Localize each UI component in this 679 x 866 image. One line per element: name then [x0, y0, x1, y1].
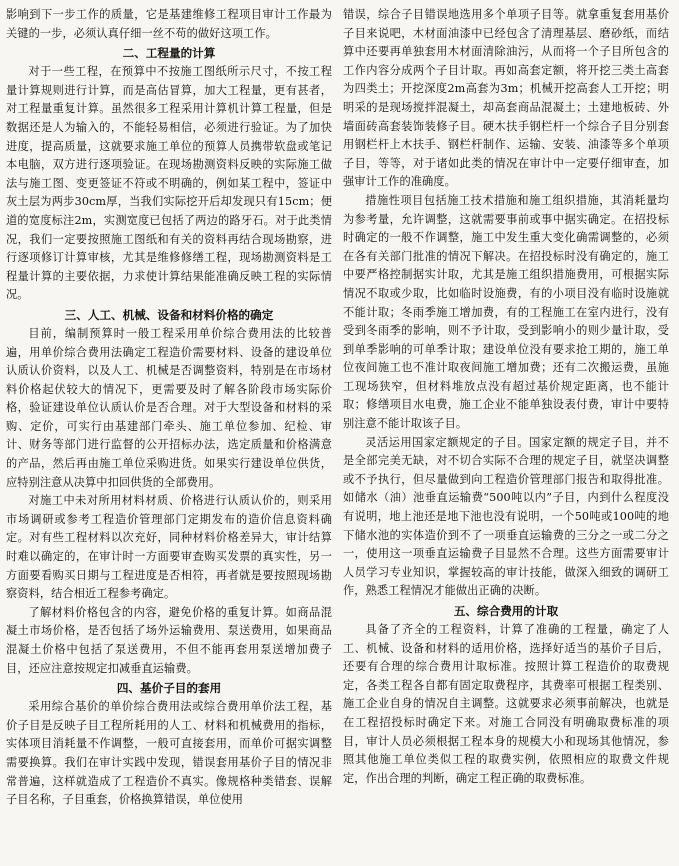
paragraph-price-3: 了解材料价格包含的内容，避免价格的重复计算。如商品混凝土市场价格，是否包括了场外运输费用、泵送费用，如果商品混凝土价格中包括了泵送费用，不但不能再套用泵送增加费子目，还应注意按规定扣减垂直运输费。 [6, 605, 332, 675]
heading-quantity-calculation: 二、工程量的计算 [122, 46, 216, 61]
paragraph-quantity: 对于一些工程，在预算中不按施工图纸所示尺寸，不按工程量计算规则进行计算，而是高估冒算，加大工程量，更有甚者，对工程量重复计算。虽然很多工程采用计算机计算工程量，但是数据还是人为输入的，不能轻易相信，必须进行验证。为了加快进度，提高质量，这就要求施工单位的预算人员携带软盘或笔记本电脑，双方进行逐项验证。在现场勘测资料反映的实际施工做法与施工图、变更签证不符或不明确的，例如某工程中，签证中灰土层为两步30cm厚，当我们实际挖开后却发现只有15cm；便道的宽度标注2m，实测宽度已包括了两边的路牙石。对于此类情况，我们一定要按照施工图纸和有关的资料再结合现场勘察，进行逐项修订计算审核，尤其是维修修缮工程，现场勘测资料是工程量计算的主要依据，力求使计算结果能准确反映工程的实际情况。 [6, 65, 332, 302]
heading-base-price-items: 四、基价子目的套用 [116, 681, 222, 696]
left-column [6, 6, 332, 860]
right-column [343, 6, 669, 860]
paragraph-price-1: 目前，编制预算时一般工程采用单价综合费用法的比较普遍，用单价综合费用法确定工程造价需要材料、设备的建设单位认质认价资料，以及人工、机械是否调整资料，特别是在市场材料价格起伏较大的情况下，更需要及时了解各阶段市场实际价格，验证建设单位认质认价是否合理。对于大型设备和材料的采购、定价，可实行由基建部门牵头、施工单位参加、纪检、审计、财务等部门进行监督的公开招标办法，选定质量和价格满意的产品，然后再由施工单位采购进货。如果实行建设单位供货，应特别注意从决算中扣回供货的全部费用。 [6, 326, 332, 489]
paragraph-price-2: 对施工中未对所用材料材质、价格进行认质认价的，则采用市场调研或参考工程造价管理部门定期发布的造价信息资料确定。对有些工程材料以次充好，同种材料价格差异大，审计结算时难以确定的，在审计时一方面要审查购买发票的真实性，另一方面要看购买日期与工程进度是否相符，再者就是要按照现场勘察资料，结合相近工程参考确定。 [6, 494, 332, 601]
paragraph-base-price-1: 采用综合基价的单价综合费用法或综合费用单价法工程，基价子目是反映子目工程所耗用的人工、材料和机械费用的指标，实体项目消耗量不作调整，一般可直接套用，而单价可据实调整需要换算。我们在审计实践中发现，错误套用基价子目的情况非常普遍，这样就造成了工程造价不真实。像规格种类错套、误解子目名称，子目重套，价格换算错误，单位使用 [6, 700, 332, 807]
paragraph-base-price-continued: 错误，综合子目错误地选用多个单项子目等。就拿重复套用基价子目来说吧，木材面油漆中已经包含了清理基层、磨砂纸，而结算中还要再单独套用木材面清除油污，从而将一个子目所包含的工作内容分成两个子目计取。再如高套定额，将开挖三类土高套为四类土；开挖深度2m高套为3m；机械开挖高套人工开挖；明明采的是现场搅拌混凝土，却高套商品混凝土；土建地板砖、外墙面砖高套装饰装修子目。硬木扶手钢栏杆一个综合子目分别套用钢栏杆上木扶手、钢栏杆制作、运输、安装、油漆等多个单项子目，等等，对于诸如此类的情况在审计中一定要仔细审查，加强审计工作的准确度。 [343, 8, 669, 189]
paragraph-fees: 具备了齐全的工程资料，计算了准确的工程量，确定了人工、机械、设备和材料的适用价格，选择好适当的基价子目后，还要有合理的综合费用计取标准。按照计算工程造价的取费规定，各类工程各自都有固定取费程序，其费率可根据工程类别、施工企业自身的情况自主调整。这就要求必须事前解决，也就是在工程招投标时确定下来。对施工合同没有明确取费标准的项目，审计人员必须根据工程本身的规模大小和现场其他情况，参照其他施工单位类似工程的取费实例，依照相应的取费文件规定，作出合理的判断，确定工程正确的取费标准。 [343, 623, 669, 785]
heading-price-determination: 三、人工、机械、设备和材料价格的确定 [64, 307, 274, 322]
paragraph-intro-continued: 影响到下一步工作的质量，它是基建维修工程项目审计工作最为关键的一步，必须认真仔细一丝不苟的做好这项工作。 [6, 8, 332, 40]
paragraph-measures: 措施性项目包括施工技术措施和施工组织措施，其消耗量均为参考量，允许调整，这就需要事前或事中据实确定。在招投标时确定的一般不作调整，施工中发生重大变化确需调整的，必须在各有关部门批准的情况下解决。在招投标时没有确定的，施工中要严格控制据实计取，尤其是施工组织措施费用，可根据实际情况不取或少取，比如临时设施费，有的小项目没有临时设施就不能计取；冬雨季施工增加费，有的工程施工在室内进行，没有受到冬雨季的影响，则不予计取，受到影响小的则少量计取，受到单季影响的可单季计取；建设单位没有要求抢工期的，施工单位夜间施工也不准计取夜间施工增加费；还有二次搬运费，虽施工现场狭窄，但材料堆放点没有超过基价规定距离，也不能计取；修缮项目水电费，施工企业不能单独设表付费，审计中要特别注意不能计取该子目。 [343, 193, 669, 431]
heading-comprehensive-fees: 五、综合费用的计取 [453, 604, 559, 618]
paragraph-national-quota: 灵活运用国家定额规定的子目。国家定额的规定子目，并不是全部完美无缺，对不切合实际不合理的规定子目，就坚决调整或不予执行，但尽量做到向工程造价管理部门报告和取得批准。如储水（油）池垂直运输费“500吨以内”子目，内到什么程度没有说明，地上池还是地下池也没有说明，一个50吨或100吨的地下储水池的实体造价到不了一项垂直运输费的三分之一或二分之一，使用这一项垂直运输费子目显然不合理。这些方面需要审计人员学习专业知识，掌握较高的审计技能，做深入细致的调研工作，熟悉工程情况才能做出正确的决断。 [343, 435, 669, 598]
